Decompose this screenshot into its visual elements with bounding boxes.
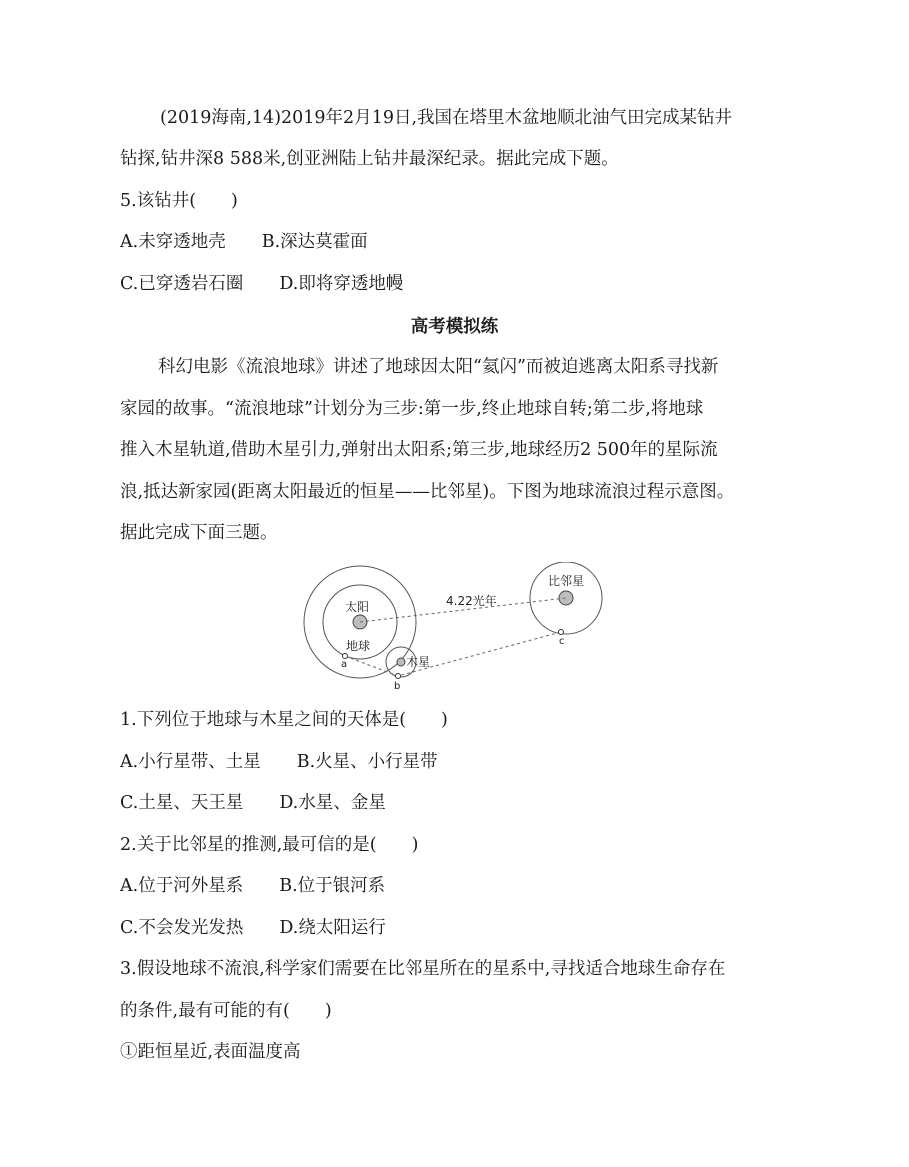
q5-options-row-2: [120, 272, 403, 296]
q1-stem: 1.下列位于地球与木星之间的天体是( ): [120, 710, 448, 730]
sun-label: 太阳: [345, 600, 370, 614]
q2-option-d: D.绕太阳运行: [279, 918, 386, 938]
proxima-label: 比邻星: [548, 574, 585, 588]
passage-line-5: 据此完成下面三题。: [120, 523, 278, 543]
point-a-label: a: [341, 659, 348, 670]
q2-options-row-2: [120, 916, 386, 940]
q5-option-b: B.深达莫霍面: [261, 232, 368, 252]
passage-line-4: 浪,抵达新家园(距离太阳最近的恒星——比邻星)。下图为地球流浪过程示意图。: [120, 481, 735, 502]
q1-options-row-2: [120, 791, 386, 815]
q5-options-row-1: [120, 230, 368, 254]
point-b-label: b: [394, 681, 401, 692]
q3-item-1: ①距恒星近,表面温度高: [120, 1042, 301, 1062]
section-title: 高考模拟练: [410, 317, 499, 337]
q5-option-c: C.已穿透岩石圈: [120, 274, 244, 294]
earth-trajectory: [345, 632, 561, 676]
jupiter-label: 木星: [406, 655, 431, 669]
point-b-marker: [396, 674, 401, 679]
q2-option-a: A.位于河外星系: [120, 876, 244, 896]
q2-option-b: B.位于银河系: [279, 876, 386, 896]
passage-line-2: 家园的故事。“流浪地球”计划分为三步:第一步,终止地球自转;第二步,将地球: [120, 398, 704, 419]
q1-option-c: C.土星、天王星: [120, 793, 244, 813]
q1-options-row-1: [120, 750, 438, 774]
jupiter: [397, 658, 405, 666]
passage-line-1: 科幻电影《流浪地球》讲述了地球因太阳“氦闪”而被迫逃离太阳系寻找新: [158, 357, 719, 377]
q2-option-c: C.不会发光发热: [120, 918, 244, 938]
q3-stem-line-2: 的条件,最有可能的有( ): [120, 1001, 332, 1021]
q1-option-d: D.水星、金星: [279, 793, 386, 813]
point-c-label: c: [559, 636, 565, 647]
intro-line-1: (2019海南,14)2019年2月19日,我国在塔里木盆地顺北油气田完成某钻井: [160, 108, 733, 128]
q1-option-b: B.火星、小行星带: [296, 752, 438, 772]
passage: [120, 355, 790, 563]
q5-option-a: A.未穿透地壳: [120, 232, 226, 252]
intro-line-2: 钻探,钻井深8 588米,创亚洲陆上钻井最深纪录。据此完成下题。: [120, 149, 619, 169]
q5-stem: 5.该钻井( ): [120, 191, 238, 211]
distance-label: 4.22光年: [446, 594, 497, 608]
point-a-marker: [343, 654, 348, 659]
q2-stem: 2.关于比邻星的推测,最可信的是( ): [120, 835, 419, 855]
q1-option-a: A.小行星带、土星: [120, 752, 261, 772]
q3-stem-line-1: 3.假设地球不流浪,科学家们需要在比邻星所在的星系中,寻找适合地球生命存在: [120, 959, 726, 979]
point-c-marker: [559, 630, 564, 635]
earth-wandering-diagram: [300, 562, 610, 694]
earth-label: 地球: [346, 639, 371, 653]
passage-line-3: 推入木星轨道,借助木星引力,弹射出太阳系;第三步,地球经历2 500年的星际流: [120, 440, 718, 460]
q2-options-row-1: [120, 874, 385, 898]
q5-option-d: D.即将穿透地幔: [279, 274, 404, 294]
